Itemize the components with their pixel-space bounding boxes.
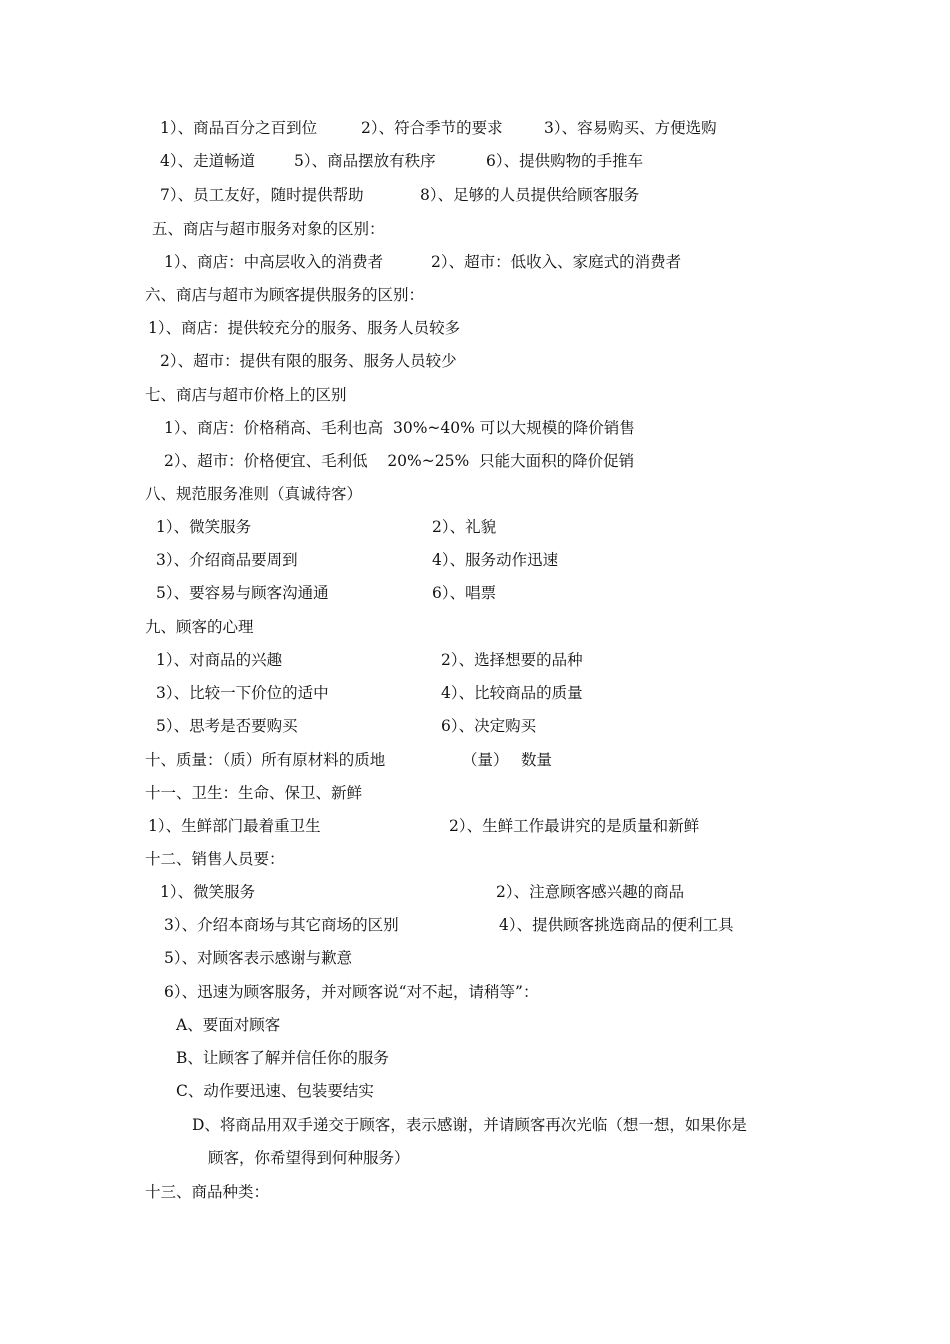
list-item: 4）、比较商品的质量 [441,684,583,702]
list-item: 2）、超市：提供有限的服务、服务人员较少 [160,352,457,370]
list-item: 1）、商店：价格稍高、毛利也高 30%~40% 可以大规模的降价销售 [164,419,635,437]
list-item: 1）、微笑服务 [156,518,252,536]
list-item: 顾客，你希望得到何种服务） [208,1149,410,1167]
heading-text: 十一、卫生：生命、保卫、新鲜 [145,784,363,802]
list-item: 1）、商店：提供较充分的服务、服务人员较多 [148,319,461,337]
list-item: 2）、礼貌 [432,518,497,536]
list-item: 6）、决定购买 [441,717,537,735]
list-item: 3）、容易购买、方便选购 [544,119,717,137]
list-item: 2）、超市：低收入、家庭式的消费者 [431,253,682,271]
list-item: 5）、要容易与顾客沟通通 [156,584,329,602]
heading-text: 七、商店与超市价格上的区别 [145,386,347,404]
list-item: A、要面对顾客 [176,1016,281,1034]
list-item: C、动作要迅速、包装要结实 [176,1082,374,1100]
list-item: 1）、商品百分之百到位 [160,119,318,137]
heading-text: 数量 [521,751,553,769]
list-item: 5）、对顾客表示感谢与歉意 [164,949,353,967]
list-item: 6）、提供购物的手推车 [486,152,644,170]
heading-text: 十、质量：（质）所有原材料的质地 [145,751,386,769]
list-item: 2）、生鲜工作最讲究的是质量和新鲜 [449,817,700,835]
list-item: 2）、注意顾客感兴趣的商品 [496,883,685,901]
heading-text: 九、顾客的心理 [145,618,254,636]
heading-text: 五、商店与超市服务对象的区别： [152,220,385,238]
list-item: 1）、微笑服务 [160,883,256,901]
list-item: 1）、商店：中高层收入的消费者 [164,253,384,271]
list-item: 4）、服务动作迅速 [432,551,559,569]
list-item: B、让顾客了解并信任你的服务 [176,1049,389,1067]
heading-text: 八、规范服务准则（真诚待客） [145,485,363,503]
heading-text: 十三、商品种类： [145,1183,270,1201]
heading-text: （量） [462,751,509,769]
list-item: 2）、超市：价格便宜、毛利低 20%~25% 只能大面积的降价促销 [164,452,635,470]
list-item: 2）、符合季节的要求 [361,119,503,137]
list-item: 7）、员工友好，随时提供帮助 [160,186,364,204]
list-item: 5）、商品摆放有秩序 [294,152,436,170]
list-item: 3）、介绍商品要周到 [156,551,298,569]
list-item: 1）、生鲜部门最着重卫生 [148,817,321,835]
list-item: 2）、选择想要的品种 [441,651,583,669]
list-item: 5）、思考是否要购买 [156,717,298,735]
list-item: 6）、迅速为顾客服务，并对顾客说“对不起，请稍等”： [164,983,539,1001]
list-item: D、将商品用双手递交于顾客，表示感谢，并请顾客再次光临（想一想，如果你是 [192,1116,747,1134]
heading-text: 六、商店与超市为顾客提供服务的区别： [145,286,425,304]
list-item: 8）、足够的人员提供给顾客服务 [420,186,640,204]
list-item: 6）、唱票 [432,584,497,602]
heading-text: 十二、销售人员要： [145,850,285,868]
list-item: 1）、对商品的兴趣 [156,651,283,669]
list-item: 3）、比较一下价位的适中 [156,684,329,702]
list-item: 3）、介绍本商场与其它商场的区别 [164,916,399,934]
list-item: 4）、走道畅道 [160,152,256,170]
list-item: 4）、提供顾客挑选商品的便利工具 [499,916,734,934]
